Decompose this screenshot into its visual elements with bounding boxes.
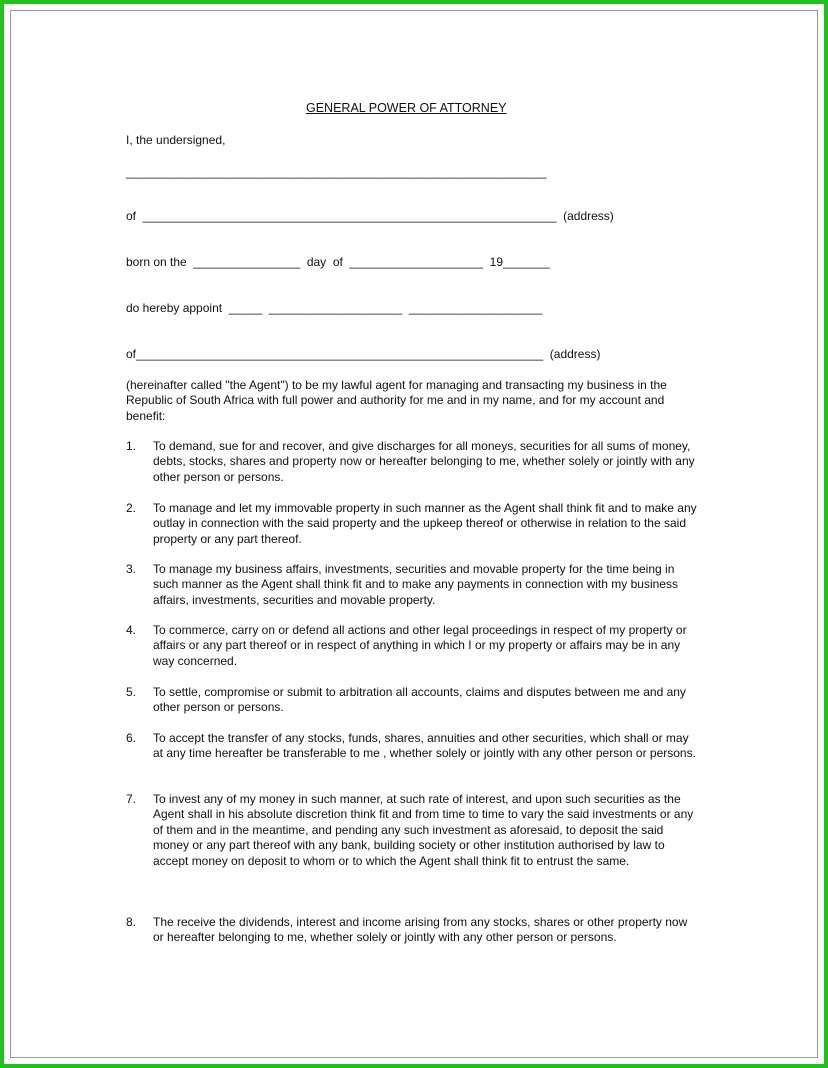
preamble-paragraph: (hereinafter called "the Agent") to be my lawful agent for managing and transacting my business in the Republic of South Africa with full power and authority for me and in my name, and for my account and benefit: (126, 378, 667, 423)
clause-text: To invest any of my money in such manner, at such rate of interest, and upon such securities as the Agent shall in his absolute discretion think fit and from time to time to vary the said investments or any of them and in the meantime, and pending any such investment as aforesaid, to deposit the said money or any part thereof with any bank, building society or other institution authorised by law to accept money on deposit to whom or to which the Agent shall think fit to entrust the same. (153, 792, 694, 868)
clause-number: 6. (126, 731, 137, 745)
clause-number: 4. (126, 623, 137, 637)
clause-number: 1. (126, 439, 137, 453)
clause-text: To demand, sue for and recover, and give discharges for all moneys, securities for all sums of money, debts, stocks, shares and property now or hereafter belonging to me, whether solely or jointly with any other person or persons. (153, 439, 695, 484)
clause-number: 3. (126, 562, 137, 576)
appoint-line: do hereby appoint _____ ____________________ ____________________ (126, 301, 543, 315)
clause-text: To accept the transfer of any stocks, funds, shares, annuities and other securities, which shall or may at any time hereafter be transferable to me , whether solely or jointly with any other person or persons. (153, 731, 696, 761)
agent-address-line: of_____________________________________________________________ (address) (126, 347, 601, 361)
clause-text: To commerce, carry on or defend all actions and other legal proceedings in respect of my property or affairs or any part thereof or in respect of anything in which I or my property or affairs may be in any way concerned. (153, 623, 687, 668)
address-line: of ______________________________________________________________ (address) (126, 209, 614, 223)
document-title: GENERAL POWER OF ATTORNEY (306, 101, 507, 115)
clause-text: To manage and let my immovable property in such manner as the Agent shall think fit and to make any outlay in connection with the said property and the upkeep thereof or otherwise in relation to the said property or any part thereof. (153, 501, 697, 546)
born-line: born on the ________________ day of ____________________ 19_______ (126, 255, 550, 269)
clause-text: To settle, compromise or submit to arbitration all accounts, claims and disputes between me and any other person or persons. (153, 685, 686, 715)
clause-number: 8. (126, 915, 137, 929)
intro-line: I, the undersigned, (126, 133, 226, 147)
name-blank-line: _______________________________________________________________ (126, 165, 547, 179)
clause-text: The receive the dividends, interest and income arising from any stocks, shares or other property now or hereafter belonging to me, whether solely or jointly with any other person or persons. (153, 915, 688, 945)
clause-number: 5. (126, 685, 137, 699)
clause-number: 7. (126, 792, 137, 806)
clause-number: 2. (126, 501, 137, 515)
clause-text: To manage my business affairs, investments, securities and movable property for the time being in such manner as the Agent shall think fit and to make any payments in connection with my business affairs, investments, securities and movable property. (153, 562, 678, 607)
